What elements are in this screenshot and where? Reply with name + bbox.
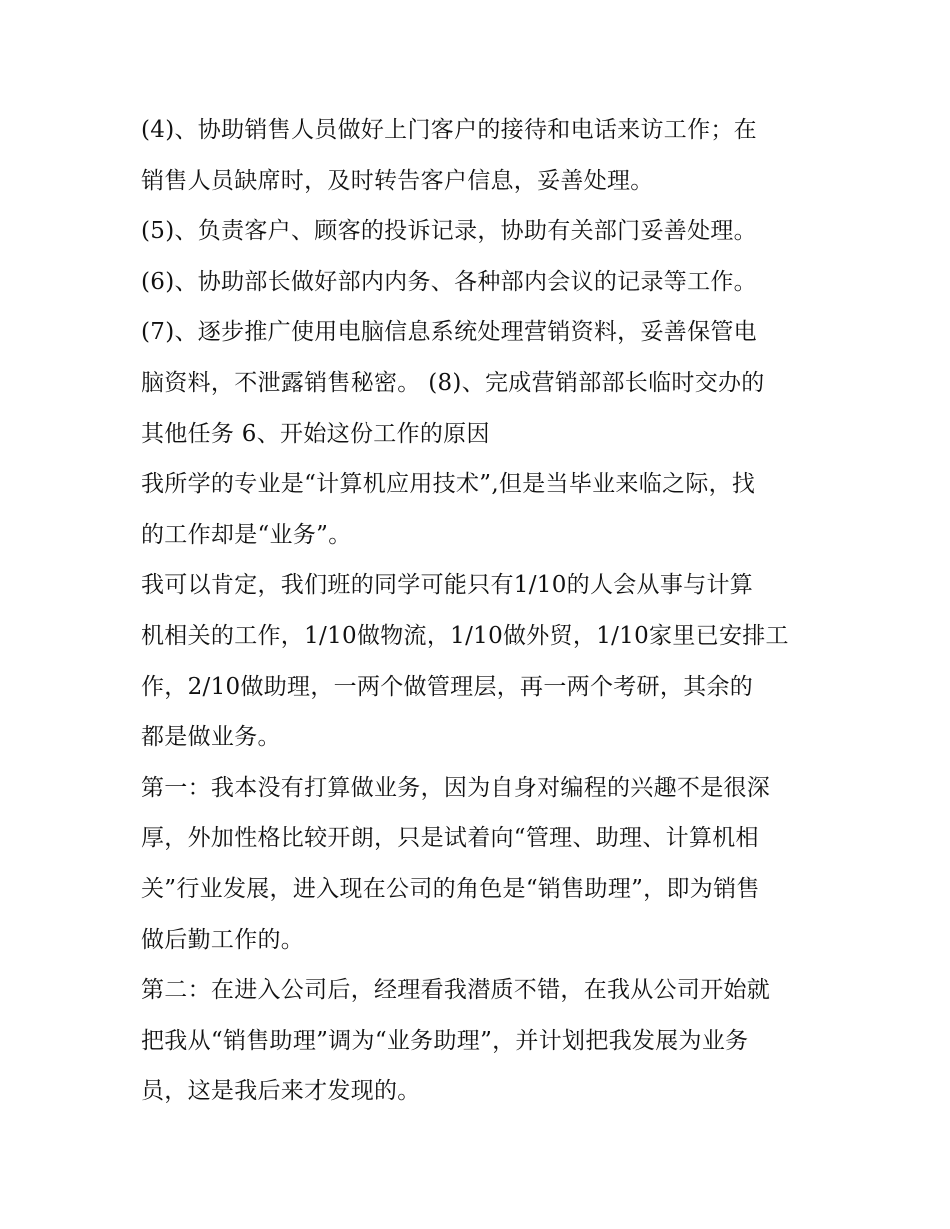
text-line: 机相关的工作，1/10做物流，1/10做外贸，1/10家里已安排工 [141, 622, 789, 649]
text-line: 我所学的专业是“计算机应用技术”,但是当毕业来临之际，找 [141, 471, 756, 498]
text-line: 关”行业发展，进入现在公司的角色是“销售助理”，即为销售 [141, 875, 760, 902]
text-line: (6)、协助部长做好部内内务、各种部内会议的记录等工作。 [141, 268, 757, 295]
text-line: 做后勤工作的。 [141, 926, 305, 953]
text-line: 销售人员缺席时，及时转告客户信息，妥善处理。 [141, 167, 654, 194]
text-line: 的工作却是“业务”。 [141, 521, 352, 548]
text-line: 把我从“销售助理”调为“业务助理”，并计划把我发展为业务 [141, 1027, 749, 1054]
text-line: 第二：在进入公司后，经理看我潜质不错，在我从公司开始就 [141, 977, 771, 1004]
text-line: 作，2/10做助理，一两个做管理层，再一两个考研，其余的 [141, 673, 754, 700]
text-line: 其他任务 6、开始这份工作的原因 [141, 420, 490, 447]
text-line: 厚，外加性格比较开朗，只是试着向“管理、助理、计算机相 [141, 825, 759, 852]
text-line: 都是做业务。 [141, 724, 281, 751]
text-line: (5)、负责客户、顾客的投诉记录，协助有关部门妥善处理。 [141, 218, 757, 245]
text-line: (4)、协助销售人员做好上门客户的接待和电话来访工作；在 [141, 117, 757, 143]
text-line: 员，这是我后来才发现的。 [141, 1078, 421, 1105]
text-line: (7)、逐步推广使用电脑信息系统处理营销资料，妥善保管电 [141, 319, 757, 346]
text-line: 第一：我本没有打算做业务，因为自身对编程的兴趣不是很深 [141, 774, 771, 801]
text-line: 脑资料，不泄露销售秘密。 (8)、完成营销部部长临时交办的 [141, 369, 765, 396]
document-body [141, 105, 821, 1117]
text-line: 我可以肯定，我们班的同学可能只有1/10的人会从事与计算 [141, 572, 754, 599]
